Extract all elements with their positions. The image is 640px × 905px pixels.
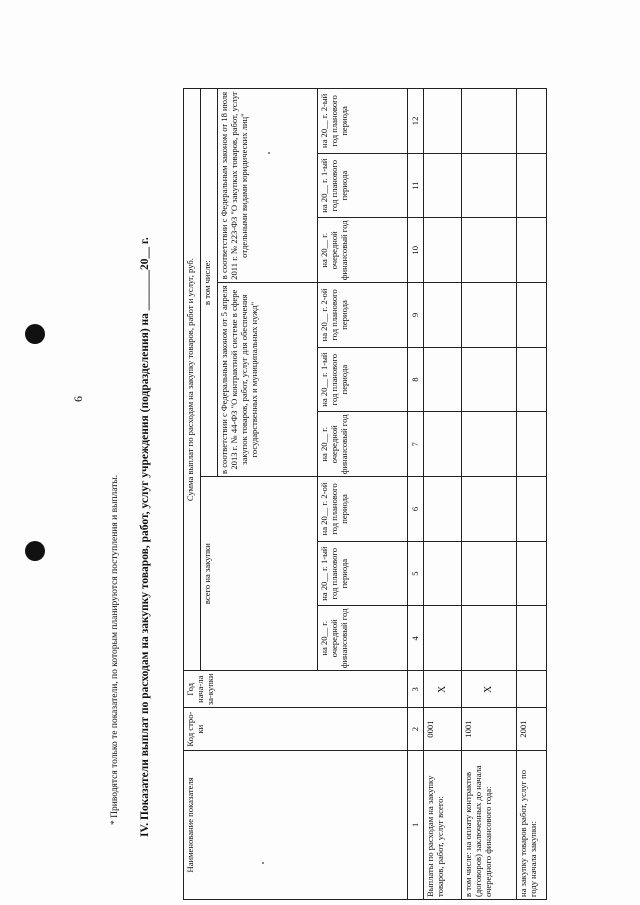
value-cell [424,89,462,154]
column-number: 5 [408,541,424,606]
header-including: в том числе: [201,89,218,477]
row-name: на закупку товаров работ, услуг по году начала закупки: [517,750,547,899]
purchase-payments-table [183,88,547,900]
header-total: всего на закупки [201,477,318,671]
value-cell [462,153,517,218]
column-number: 4 [408,606,424,671]
row-code: 1001 [462,708,517,750]
value-cell [462,412,517,477]
value-cell [462,606,517,671]
row-code: 2001 [517,708,547,750]
header-sum: Сумма выплат по расходам на закупку товаров, работ и услуг, руб. [184,89,201,671]
heading-text: IV. Показатели выплат по расходам на закупку товаров, работ, услуг учреждения (подразделения) на [139,313,151,837]
value-cell [462,541,517,606]
column-numbers-row [408,89,424,900]
value-cell [424,541,462,606]
table-row [517,89,547,900]
period-first: на 20__ г. 1-ый год планового периода [318,541,408,606]
column-number: 1 [408,750,424,899]
heading-year: 20__ г. [139,237,151,270]
value-cell [424,153,462,218]
row-year: X [462,671,517,708]
row-name: Выплаты по расходам на закупку товаров, работ, услуг всего: [424,750,462,899]
period-second: на 20__ г. 2-ый год планового периода [318,89,408,154]
period-second: на 20__ г. 2-ой год планового периода [318,477,408,542]
period-current: на 20__ г. очередной финансовый год [318,606,408,671]
table-row [462,89,517,900]
column-number: 10 [408,218,424,283]
value-cell [424,606,462,671]
footnote: * Приводятся только те показатели, по которым планируются поступления и выплаты. [110,474,120,825]
column-number: 7 [408,412,424,477]
header-name: Наименование показателя [184,750,408,899]
header-law-44: в соответствии с Федеральным законом от 5 апреля 2013 г. № 44-ФЗ "О контрактной системе в сфере закупок товаров, работ, услуг для обеспечения государственных и муниципальных нужд" [218,283,318,477]
value-cell [517,89,547,154]
value-cell [424,412,462,477]
punch-hole-bottom [25,541,45,561]
value-cell [517,541,547,606]
row-code: 0001 [424,708,462,750]
column-number: 3 [408,671,424,708]
value-cell [517,283,547,348]
value-cell [424,218,462,283]
header-law-223: в соответствии с Федеральным законом от 18 июля 2011 г. № 223-ФЗ "О закупках товаров, работ, услуг отдельными видами юридических лиц" [218,89,318,283]
section-heading [139,117,155,837]
row-name: в том числе: на оплату контрактов (договоров) заключенных до начала очередного финансового года: [462,750,517,899]
column-number: 11 [408,153,424,218]
value-cell [462,218,517,283]
header-year: Год нача-ла за-купки [184,671,408,708]
value-cell [424,347,462,412]
table-row [424,89,462,900]
value-cell [517,477,547,542]
column-number: 2 [408,708,424,750]
table-frame [183,88,539,900]
period-first: на 20__ г. 1-ый год планового периода [318,153,408,218]
period-current: на 20__ г. очередной финансовый год [318,218,408,283]
value-cell [517,347,547,412]
column-number: 9 [408,283,424,348]
value-cell [517,412,547,477]
column-number: 6 [408,477,424,542]
value-cell [517,153,547,218]
row-year: X [424,671,462,708]
heading-blank: _______ [139,269,151,311]
column-number: 12 [408,89,424,154]
value-cell [462,89,517,154]
row-year [517,671,547,708]
period-first: на 20__ г. 1-ый год планового периода [318,347,408,412]
value-cell [462,477,517,542]
value-cell [462,283,517,348]
period-current: на 20__ г. очередной финансовый год [318,412,408,477]
header-code: Код стро-ки [184,708,408,750]
page-number: 6 [71,396,85,402]
rotated-table-wrapper [183,88,539,900]
column-number: 8 [408,347,424,412]
punch-hole-top [25,324,45,344]
period-second: на 20__ г. 2-ой год планового периода [318,283,408,348]
value-cell [424,477,462,542]
value-cell [517,606,547,671]
value-cell [424,283,462,348]
value-cell [462,347,517,412]
value-cell [517,218,547,283]
